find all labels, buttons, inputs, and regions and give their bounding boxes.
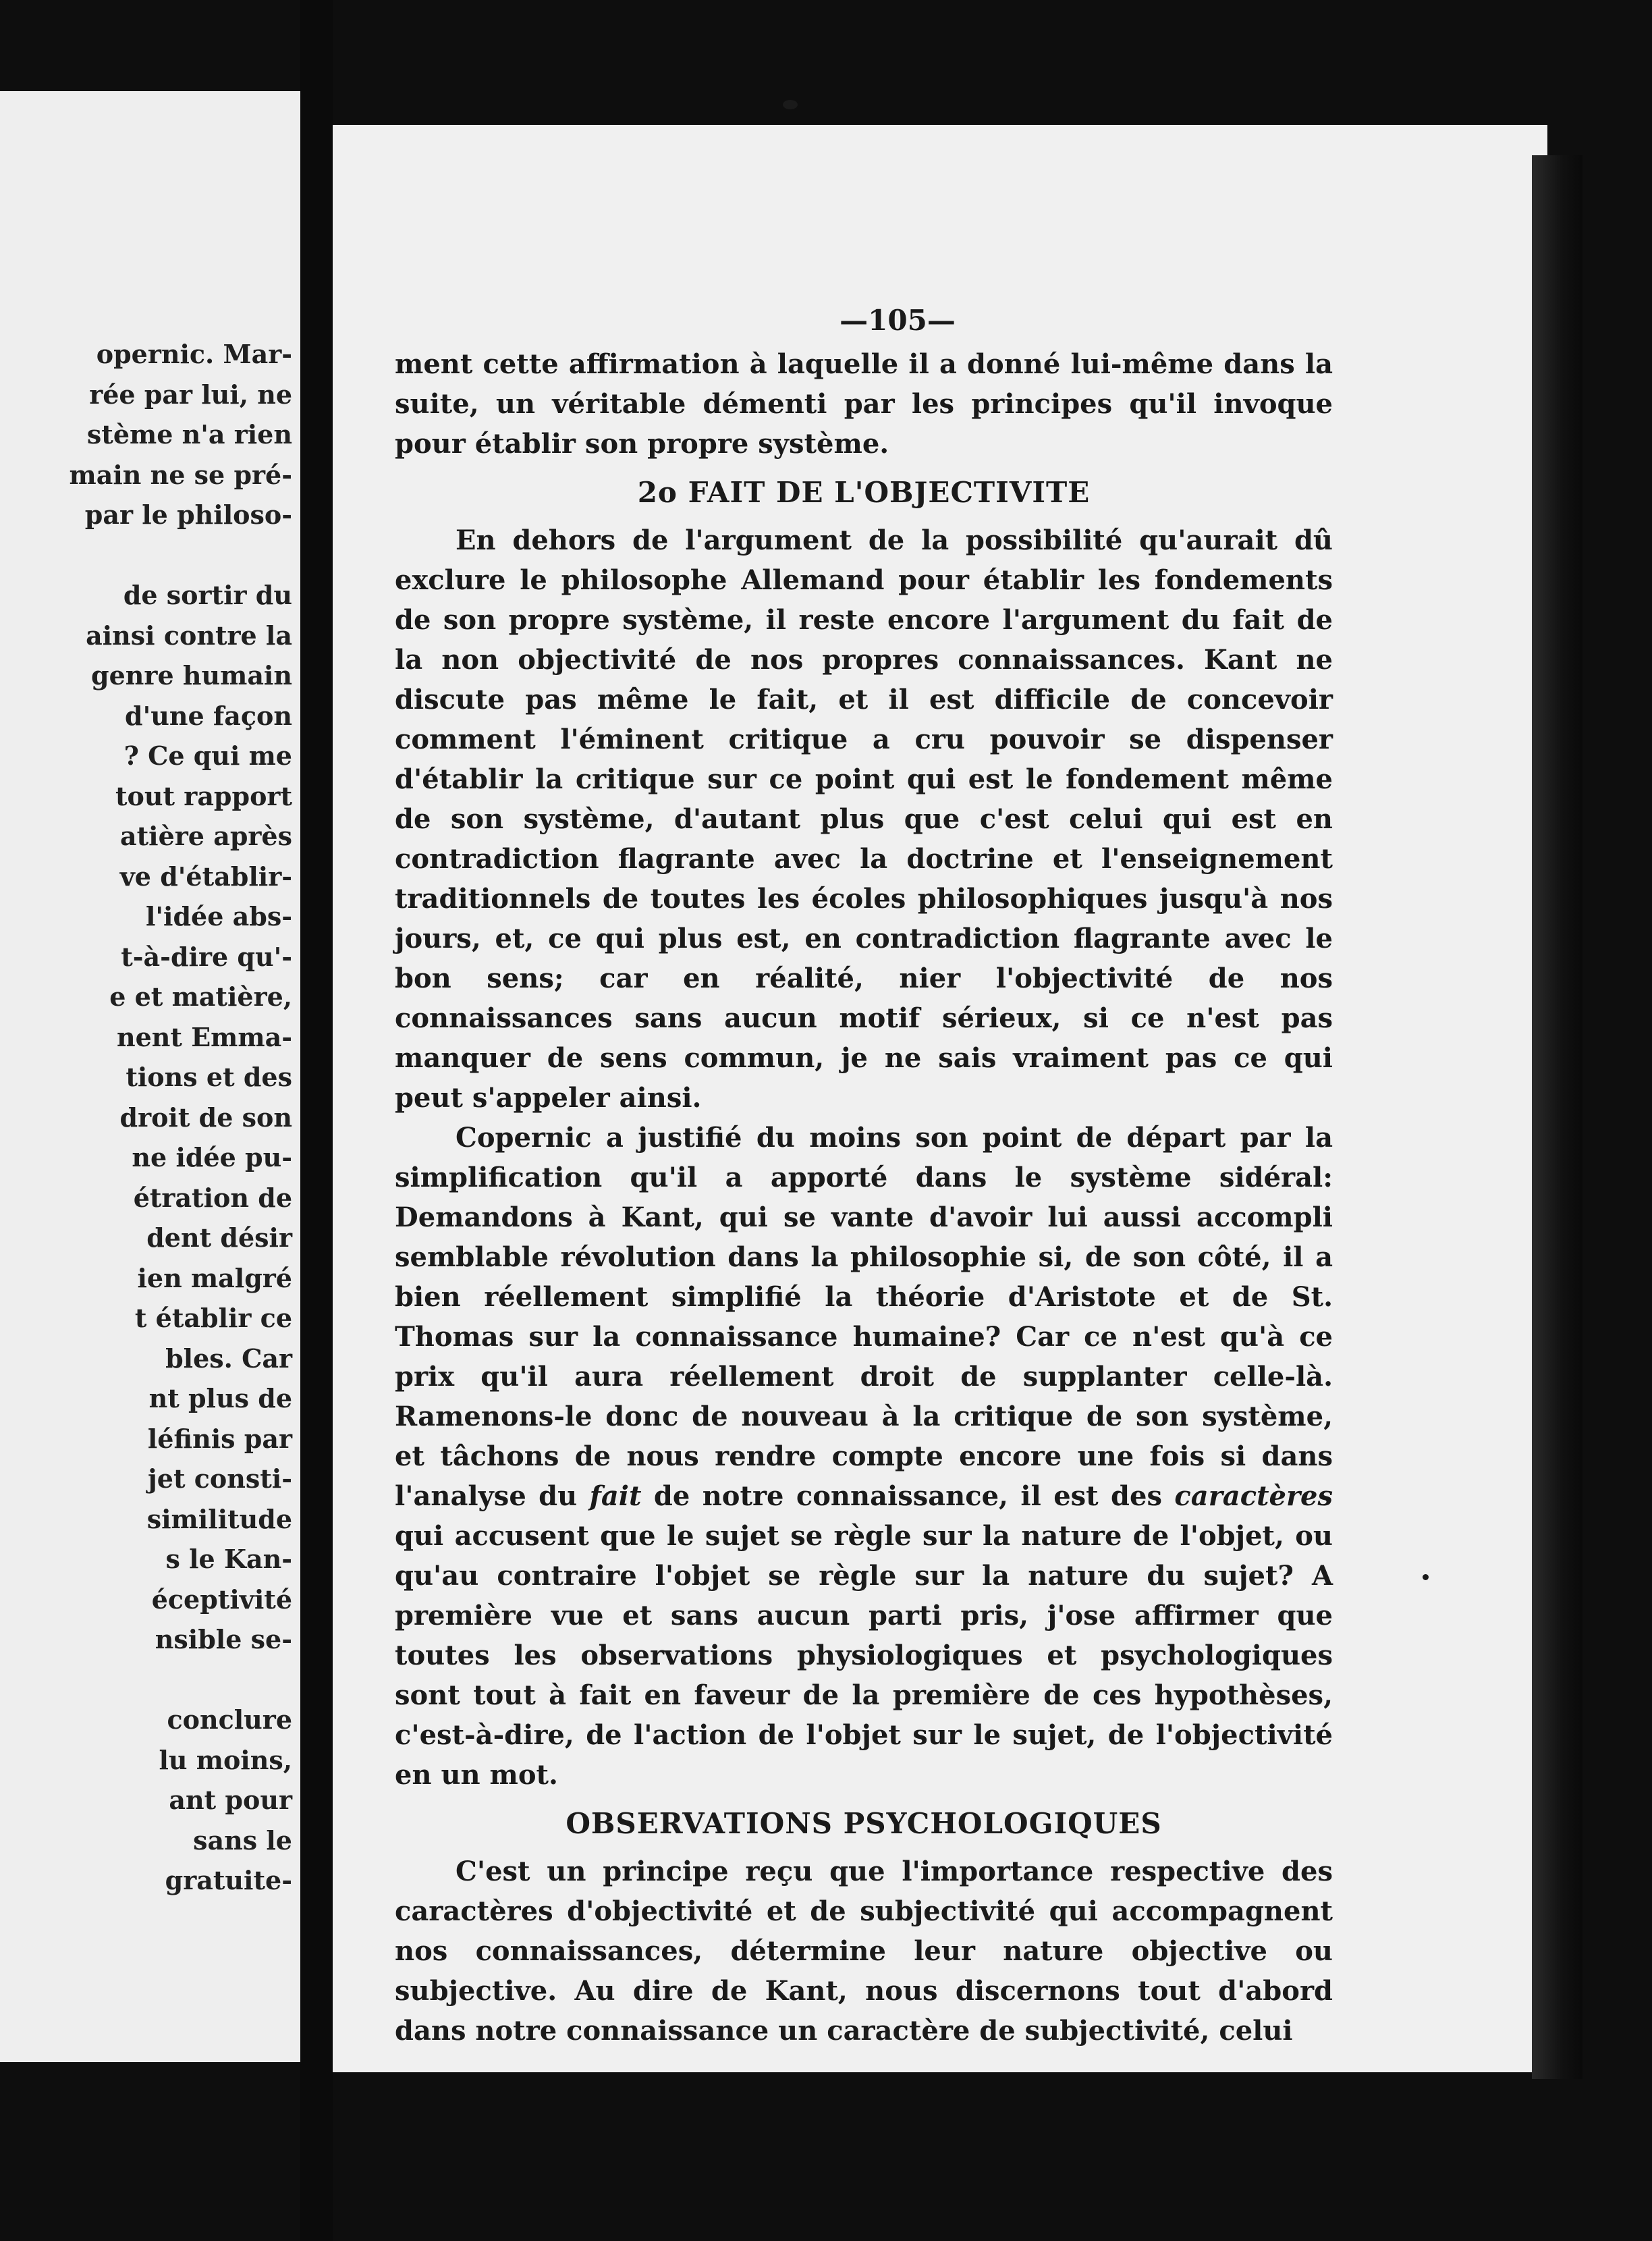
previous-page-line: bles. Car bbox=[165, 1343, 292, 1374]
previous-page-line: tions et des bbox=[126, 1062, 292, 1092]
previous-page-line: d'une façon bbox=[125, 700, 292, 731]
previous-page-line: conclure bbox=[167, 1704, 292, 1735]
paragraph-principe: C'est un principe reçu que l'importance respective des caractères d'objectivité et de subjectivité qui accompagnent nos connaissances, détermine leur nature objective ou subjective. Au dire de Kant, nous discernons tout d'abord dans notre connaissance un caractère de subjectivité, celui bbox=[395, 1856, 1333, 2047]
previous-page-line: ve d'établir- bbox=[119, 861, 292, 892]
paragraph-fait-objectivite: En dehors de l'argument de la possibilité qu'aurait dû exclure le philosophe Allemand pour établir les fondements de son propre système, il reste encore l'argument du fait de la non objectivité de nos propres connaissances. Kant ne discute pas même le fait, et il est difficile de concevoir comment l'éminent critique a cru pouvoir se dispenser d'établir la critique sur ce point qui est le fondement même de son système, d'autant plus que c'est celui qui est en contradiction flagrante avec la doctrine et l'enseignement traditionnels de toutes les écoles philosophiques jusqu'à nos jours, et, ce qui plus est, en contradiction flagrante avec le bon sens; car en réalité, nier l'objectivité de nos connaissances sans aucun motif sérieux, si ce n'est pas manquer de sens commun, je ne sais vraiment pas ce qui peut s'appeler ainsi. bbox=[395, 524, 1333, 1114]
previous-page-line: ne idée pu- bbox=[132, 1142, 292, 1172]
paragraph-copernic bbox=[395, 1118, 1333, 1795]
previous-page-line: similitude bbox=[146, 1503, 292, 1534]
previous-page-line: ainsi contre la bbox=[86, 620, 292, 651]
previous-page-line: tout rapport bbox=[115, 780, 292, 811]
previous-page-line: main ne se pré- bbox=[69, 459, 292, 490]
previous-page-line bbox=[0, 1660, 300, 1700]
previous-page-line: léfinis par bbox=[147, 1423, 292, 1454]
previous-page-line: t-à-dire qu'- bbox=[121, 941, 292, 972]
previous-page-line: s le Kan- bbox=[165, 1544, 292, 1574]
previous-page-line bbox=[0, 535, 300, 576]
previous-page-line: étration de bbox=[133, 1182, 292, 1213]
section-heading-objectivite: 2o FAIT DE L'OBJECTIVITE bbox=[637, 476, 1091, 509]
previous-page-line: t établir ce bbox=[134, 1303, 292, 1333]
previous-page-line: sans le bbox=[193, 1825, 292, 1856]
print-speck bbox=[1423, 1574, 1429, 1580]
page-content bbox=[395, 297, 1333, 2051]
previous-page-line: droit de son bbox=[119, 1102, 292, 1133]
italic-caracteres: caractères bbox=[1174, 1480, 1333, 1512]
paragraph-copernic-text-3: qui accusent que le sujet se règle sur la nature de l'objet, ou qu'au contraire l'objet se règle sur la nature du sujet? A première vue et sans aucun parti pris, j'ose affirmer que toutes les observations physiologiques et psychologiques sont tout à fait en faveur de la première de ces hypothèses, c'est-à-dire, de l'action de l'objet sur le sujet, de l'objectivité en un mot. bbox=[395, 1520, 1333, 1791]
previous-page-line: nt plus de bbox=[148, 1383, 292, 1413]
previous-page-line: nsible se- bbox=[155, 1624, 292, 1654]
intro-paragraph: ment cette affirmation à laquelle il a donné lui-même dans la suite, un véritable démenti par les principes qu'il invoque pour établir son propre système. bbox=[395, 348, 1333, 460]
previous-page-line: stème n'a rien bbox=[86, 419, 292, 450]
previous-page-line: ien malgré bbox=[137, 1262, 292, 1293]
italic-fait: fait bbox=[589, 1480, 642, 1512]
section-heading-observations: OBSERVATIONS PSYCHOLOGIQUES bbox=[566, 1807, 1162, 1840]
page-edge-shadow bbox=[1532, 155, 1582, 2079]
previous-page-line: dent désir bbox=[146, 1222, 292, 1253]
paragraph-copernic-text-2: de notre connaissance, il est des bbox=[641, 1480, 1175, 1512]
previous-page-line: par le philoso- bbox=[84, 500, 292, 530]
previous-page-line: gratuite- bbox=[165, 1865, 292, 1895]
previous-page-line: opernic. Mar- bbox=[96, 339, 292, 369]
previous-page-line: de sortir du bbox=[123, 580, 292, 610]
previous-page-lines bbox=[0, 334, 300, 1901]
previous-page-line: ? Ce qui me bbox=[123, 740, 292, 771]
print-speck bbox=[783, 100, 798, 109]
page-number: —105— bbox=[839, 304, 956, 337]
previous-page-fragment bbox=[0, 91, 300, 2062]
previous-page-line: jet consti- bbox=[148, 1463, 292, 1494]
book-gutter bbox=[300, 0, 333, 2241]
previous-page-line: e et matière, bbox=[109, 981, 292, 1012]
previous-page-line: éceptivité bbox=[151, 1584, 292, 1615]
previous-page-line: l'idée abs- bbox=[145, 901, 292, 932]
paragraph-copernic-text-1: Copernic a justifié du moins son point de départ par la simplification qu'il a apporté dans le système sidéral: Demandons à Kant, qui se vante d'avoir lui aussi accompli semblable révolution dans la philosophie si, de son côté, il a bien réellement simplifié la théorie d'Aristote et de St. Thomas sur la connaissance humaine? Car ce n'est qu'à ce prix qu'il aura réellement droit de supplanter celle-là. Ramenons-le donc de nouveau à la critique de son système, et tâchons de nous rendre compte encore une fois si dans l'analyse du bbox=[395, 1122, 1333, 1512]
previous-page-line: nent Emma- bbox=[117, 1021, 292, 1052]
previous-page-line: genre humain bbox=[91, 660, 292, 691]
previous-page-line: ant pour bbox=[169, 1785, 292, 1815]
previous-page-line: rée par lui, ne bbox=[89, 379, 292, 410]
previous-page-line: lu moins, bbox=[159, 1744, 292, 1775]
previous-page-line: atière après bbox=[120, 821, 292, 851]
